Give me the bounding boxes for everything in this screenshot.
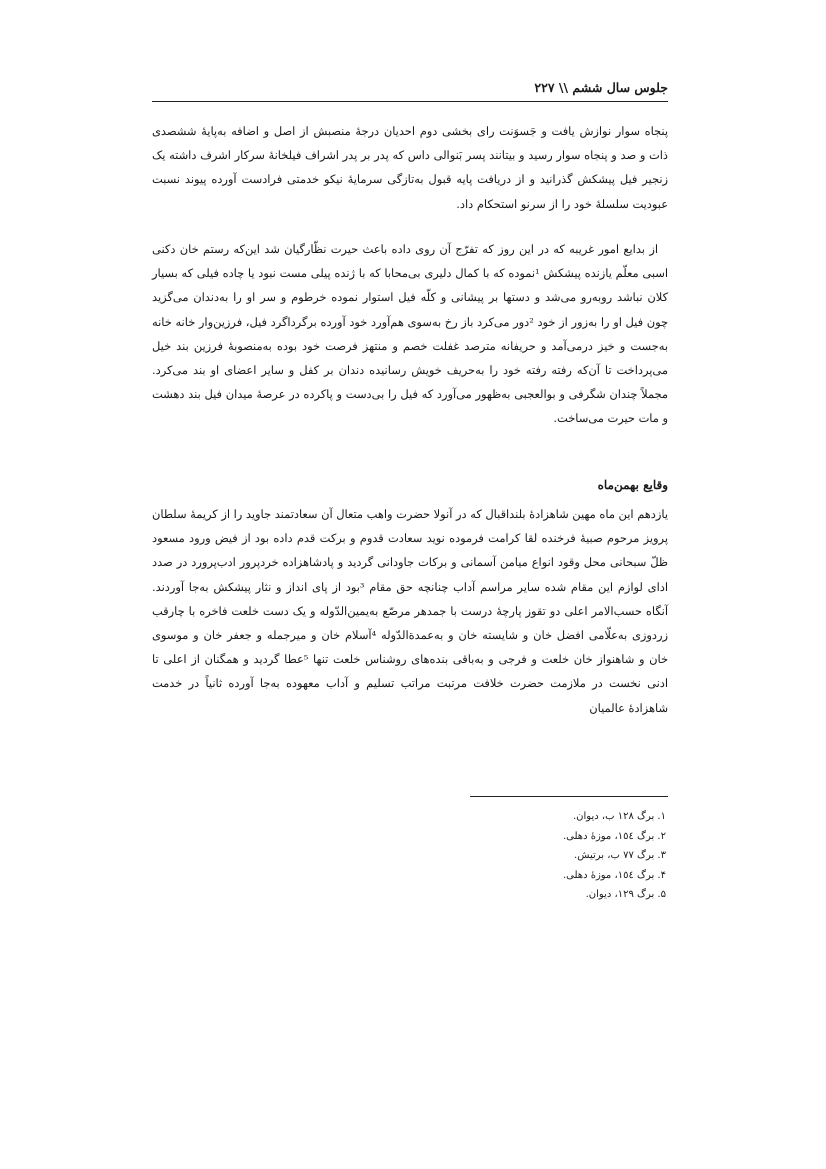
- footnote-item: ۴. برگ ۱٥٤، موزهٔ دهلی.: [562, 869, 666, 881]
- paragraph-1: پنجاه سوار نوازش یافت و جَسوَنت رای بخشی دوم احدیان درجهٔ منصبش از اصل و اضافه به‌پایهٔ ششصدی ذات و صد و پنجاه سوار رسید و بیتانند پسر بَنوالی داس که پدر بر پدر اشراف فیلخانهٔ سرکار اشرف داشته یک زنجیر فیل پیشکش گذرانید و از دریافت پایه قبول به‌تازگی سرمایهٔ نیکو خدمتی فرادست آورده پیوند نسبت عبودیت سلسلهٔ خود را از سرنو استحکام داد.: [152, 124, 668, 211]
- footnote-item: ۲. برگ ۱٥٤، موزهٔ دهلی.: [562, 830, 666, 842]
- running-header: جلوس سال ششم \\ ۲۲۷: [534, 80, 668, 95]
- footnote-divider: [470, 796, 668, 797]
- paragraph-3: یازدهم این ماه مهین شاهزادهٔ بلنداقبال که در آنولا حضرت واهب متعال آن سعادتمند جاوید را از کریمهٔ سلطان پرویز مرحوم صبیهٔ فرخنده لقا کرامت فرموده نوید سعادت قدوم و برکت قدم داده بود از فیض ورود مسعود ظلّ سبحانی محل وقود انواع میامن آسمانی و برکات جاودانی گردید و پادشاهزاده خردپرور ادب‌پرورد در صدد ادای لوازم این مقام شده سایر مراسم آداب چنانچه حق مقام ³بود از پای انداز و نثار پیشکش به‌جا آوردند. آنگاه حسب‌الامر اعلی دو تقوز پارچهٔ درست با جمدهر مرصّع به‌یمین‌الدّوله و یک دست خلعت فاخره با چارقب زردوزی به‌علّامی افضل خان و شایسته خان و به‌عمدةالدّوله ⁴آسلام خان و میرجمله و جعفر خان و موسوی خان و شاهنواز خان خلعت و فرجی و به‌باقی بنده‌های روشناس خلعت تنها ⁵عطا گردید و همگنان از اعلی تا ادنی نخست در ملازمت حضرت خلافت مرتبت مراتب تسلیم و آداب معهوده به‌جا آورده ثانیاً در خدمت شاهزادهٔ عالمیان: [152, 507, 668, 715]
- footnote-item: ۵. برگ ۱۲۹، دیوان.: [585, 889, 666, 900]
- section-heading: وقایع بهمن‌ماه: [597, 478, 668, 492]
- footnote-item: ۳. برگ ۷۷ ب، برتیش.: [574, 850, 666, 861]
- header-divider: [152, 101, 668, 102]
- footnote-item: ۱. برگ ۱۲۸ ب، دیوان.: [573, 811, 666, 822]
- paragraph-2: از بدایع امور غریبه که در این روز که تفرّج آن روی داده باعث حیرت نظّارگیان شد این‌که رستم خان دکنی اسبی معلّم یازنده پیشکش ¹نموده که با کمال دلیری بی‌محابا که با ژنده پیلی مست نبود یا چاده فیلی که بسیار کلان نباشد روبه‌رو می‌شد و دستها بر پیشانی و کلّه فیل استوار نموده خرطوم و سر او را به‌دندان می‌گزید چون فیل او را به‌زور از خود ²دور می‌کرد باز رخ به‌سوی هم‌آورد خود آورده برگرداگرد فیل، فرزین‌وار خانه خانه به‌جست و خیز درمی‌آمد و حریفانه مترصد غفلت خصم و منتهز فرصت خود بوده به‌منصوبهٔ فرزین بند خیل می‌پرداخت تا آن‌که رفته رفته خود را به‌حریف خویش رسانیده دندان بر کفل و سایر اعضای او بند می‌کرد. مجملاً چندان شگرفی و بوالعجبی به‌ظهور می‌آورد که فیل را بی‌دست و پاکرده در عرصهٔ میدان فیل بند دهشت و مات حیرت می‌ساخت.: [152, 242, 668, 426]
- footnotes-list: [470, 807, 666, 905]
